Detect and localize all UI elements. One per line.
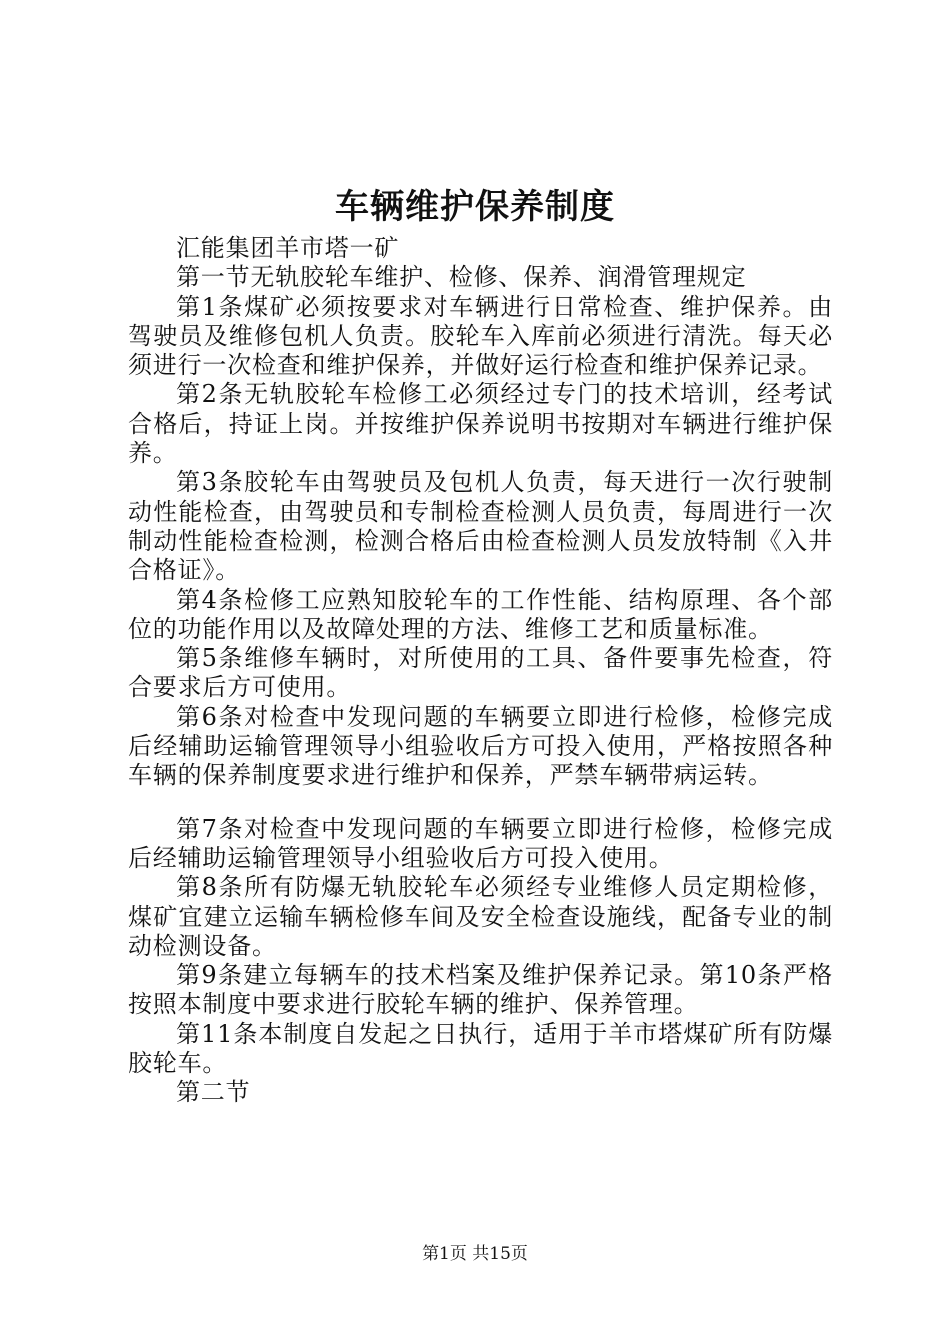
article-paragraph: 第4条检修工应熟知胶轮车的工作性能、结构原理、各个部位的功能作用以及故障处理的方法、维修工艺和质量标准。 xyxy=(128,585,833,643)
section-heading: 第二节 xyxy=(176,1078,251,1107)
paragraph-spacer xyxy=(128,791,833,815)
document-body xyxy=(128,234,833,1108)
article-paragraph: 第8条所有防爆无轨胶轮车必须经专业维修人员定期检修，煤矿宜建立运输车辆检修车间及安全检查设施线，配备专业的制动检测设备。 xyxy=(128,873,833,960)
article-paragraph: 第6条对检查中发现问题的车辆要立即进行检修，检修完成后经辅助运输管理领导小组验收后方可投入使用，严格按照各种车辆的保养制度要求进行维护和保养，严禁车辆带病运转。 xyxy=(128,702,833,790)
article-paragraph: 第7条对检查中发现问题的车辆要立即进行检修，检修完成后经辅助运输管理领导小组验收后方可投入使用。 xyxy=(128,814,833,872)
article-paragraph: 第3条胶轮车由驾驶员及包机人负责，每天进行一次行驶制动性能检查，由驾驶员和专制检查检测人员负责，每周进行一次制动性能检查检测，检测合格后由检查检测人员发放特制《入井合格证》。 xyxy=(128,468,833,585)
article-paragraph: 第2条无轨胶轮车检修工必须经过专门的技术培训，经考试合格后，持证上岗。并按维护保养说明书按期对车辆进行维护保养。 xyxy=(128,380,833,468)
article-paragraph: 第9条建立每辆车的技术档案及维护保养记录。第10条严格按照本制度中要求进行胶轮车辆的维护、保养管理。 xyxy=(128,961,833,1019)
article-paragraph: 第1条煤矿必须按要求对车辆进行日常检查、维护保养。由驾驶员及维修包机人负责。胶轮车入库前必须进行清洗。每天必须进行一次检查和维护保养，并做好运行检查和维护保养记录。 xyxy=(128,292,833,380)
section-heading: 第一节无轨胶轮车维护、检修、保养、润滑管理规定 xyxy=(176,263,747,292)
company-line: 汇能集团羊市塔一矿 xyxy=(176,234,400,262)
article-paragraph: 第5条维修车辆时，对所使用的工具、备件要事先检查，符合要求后方可使用。 xyxy=(128,644,833,702)
document-title: 车辆维护保养制度 xyxy=(335,187,615,227)
page-number: 第1页 共15页 xyxy=(422,1244,528,1264)
article-paragraph: 第11条本制度自发起之日执行，适用于羊市塔煤矿所有防爆胶轮车。 xyxy=(128,1019,833,1078)
